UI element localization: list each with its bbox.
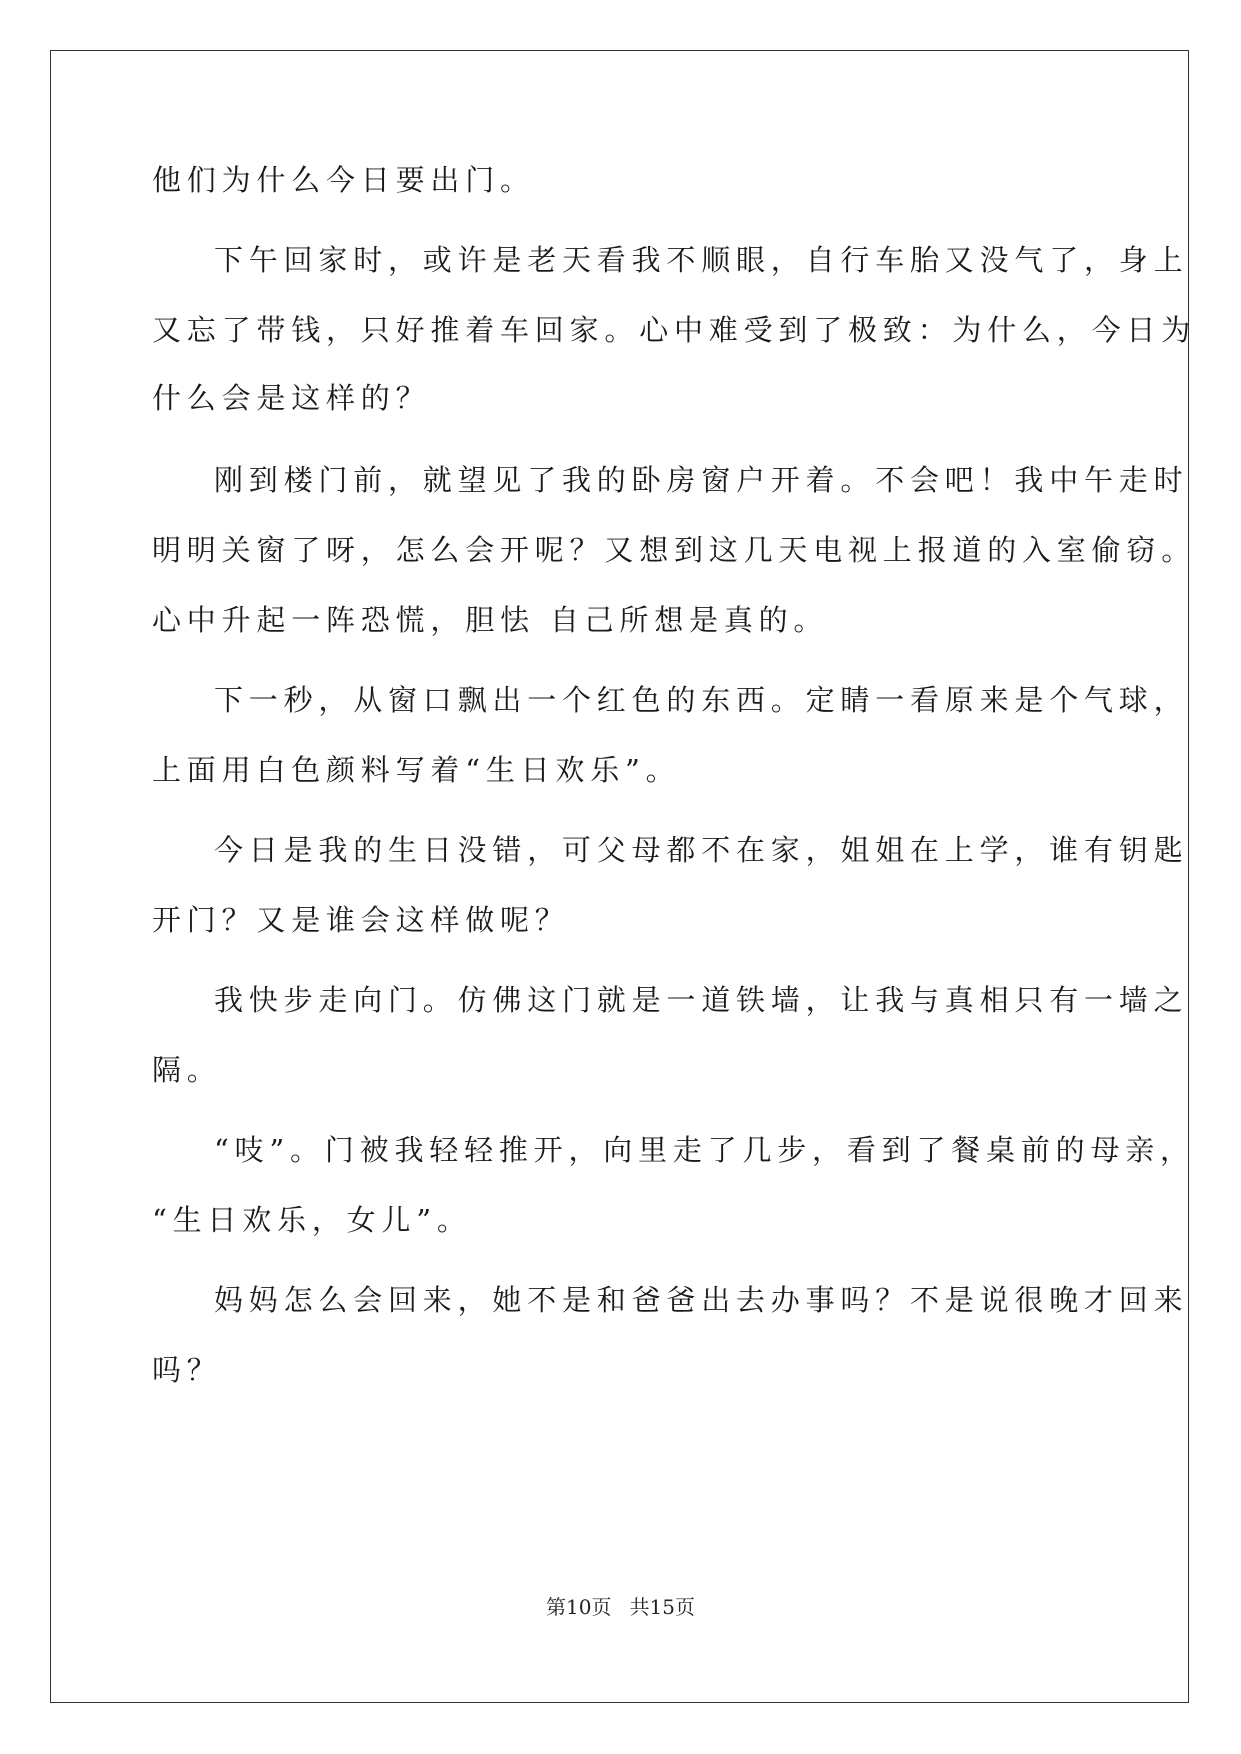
text-line: “吱”。门被我轻轻推开，向里走了几步，看到了餐桌前的母亲， <box>214 1133 1195 1167</box>
text-line: 吗？ <box>152 1353 222 1387</box>
page-total: 共15页 <box>629 1595 695 1619</box>
text-line: 我快步走向门。仿佛这门就是一道铁墙，让我与真相只有一墙之 <box>214 983 1189 1017</box>
page-footer <box>0 1593 1241 1621</box>
text-line: 刚到楼门前，就望见了我的卧房窗户开着。不会吧！我中午走时 <box>214 463 1189 497</box>
text-line: 隔。 <box>152 1053 222 1087</box>
text-line: 今日是我的生日没错，可父母都不在家，姐姐在上学，谁有钥匙 <box>214 833 1189 867</box>
text-line: 下午回家时，或许是老天看我不顺眼，自行车胎又没气了，身上 <box>214 243 1189 277</box>
text-line: 什么会是这样的？ <box>152 381 431 415</box>
text-line: 明明关窗了呀，怎么会开呢？又想到这几天电视上报道的入室偷窃。 <box>152 533 1197 567</box>
text-line: 开门？又是谁会这样做呢？ <box>152 903 570 937</box>
page-border <box>50 50 1189 1703</box>
text-line: 上面用白色颜料写着“生日欢乐”。 <box>152 753 681 787</box>
page-number: 第10页 <box>546 1595 612 1619</box>
text-line: 他们为什么今日要出门。 <box>152 163 535 197</box>
text-line: 妈妈怎么会回来，她不是和爸爸出去办事吗？不是说很晚才回来 <box>214 1283 1189 1317</box>
text-line: 下一秒，从窗口飘出一个红色的东西。定睛一看原来是个气球， <box>214 683 1189 717</box>
text-line: “生日欢乐，女儿”。 <box>152 1203 472 1237</box>
text-line: 心中升起一阵恐慌，胆怯 自己所想是真的。 <box>152 603 829 637</box>
text-line: 又忘了带钱，只好推着车回家。心中难受到了极致：为什么，今日为 <box>152 313 1197 347</box>
